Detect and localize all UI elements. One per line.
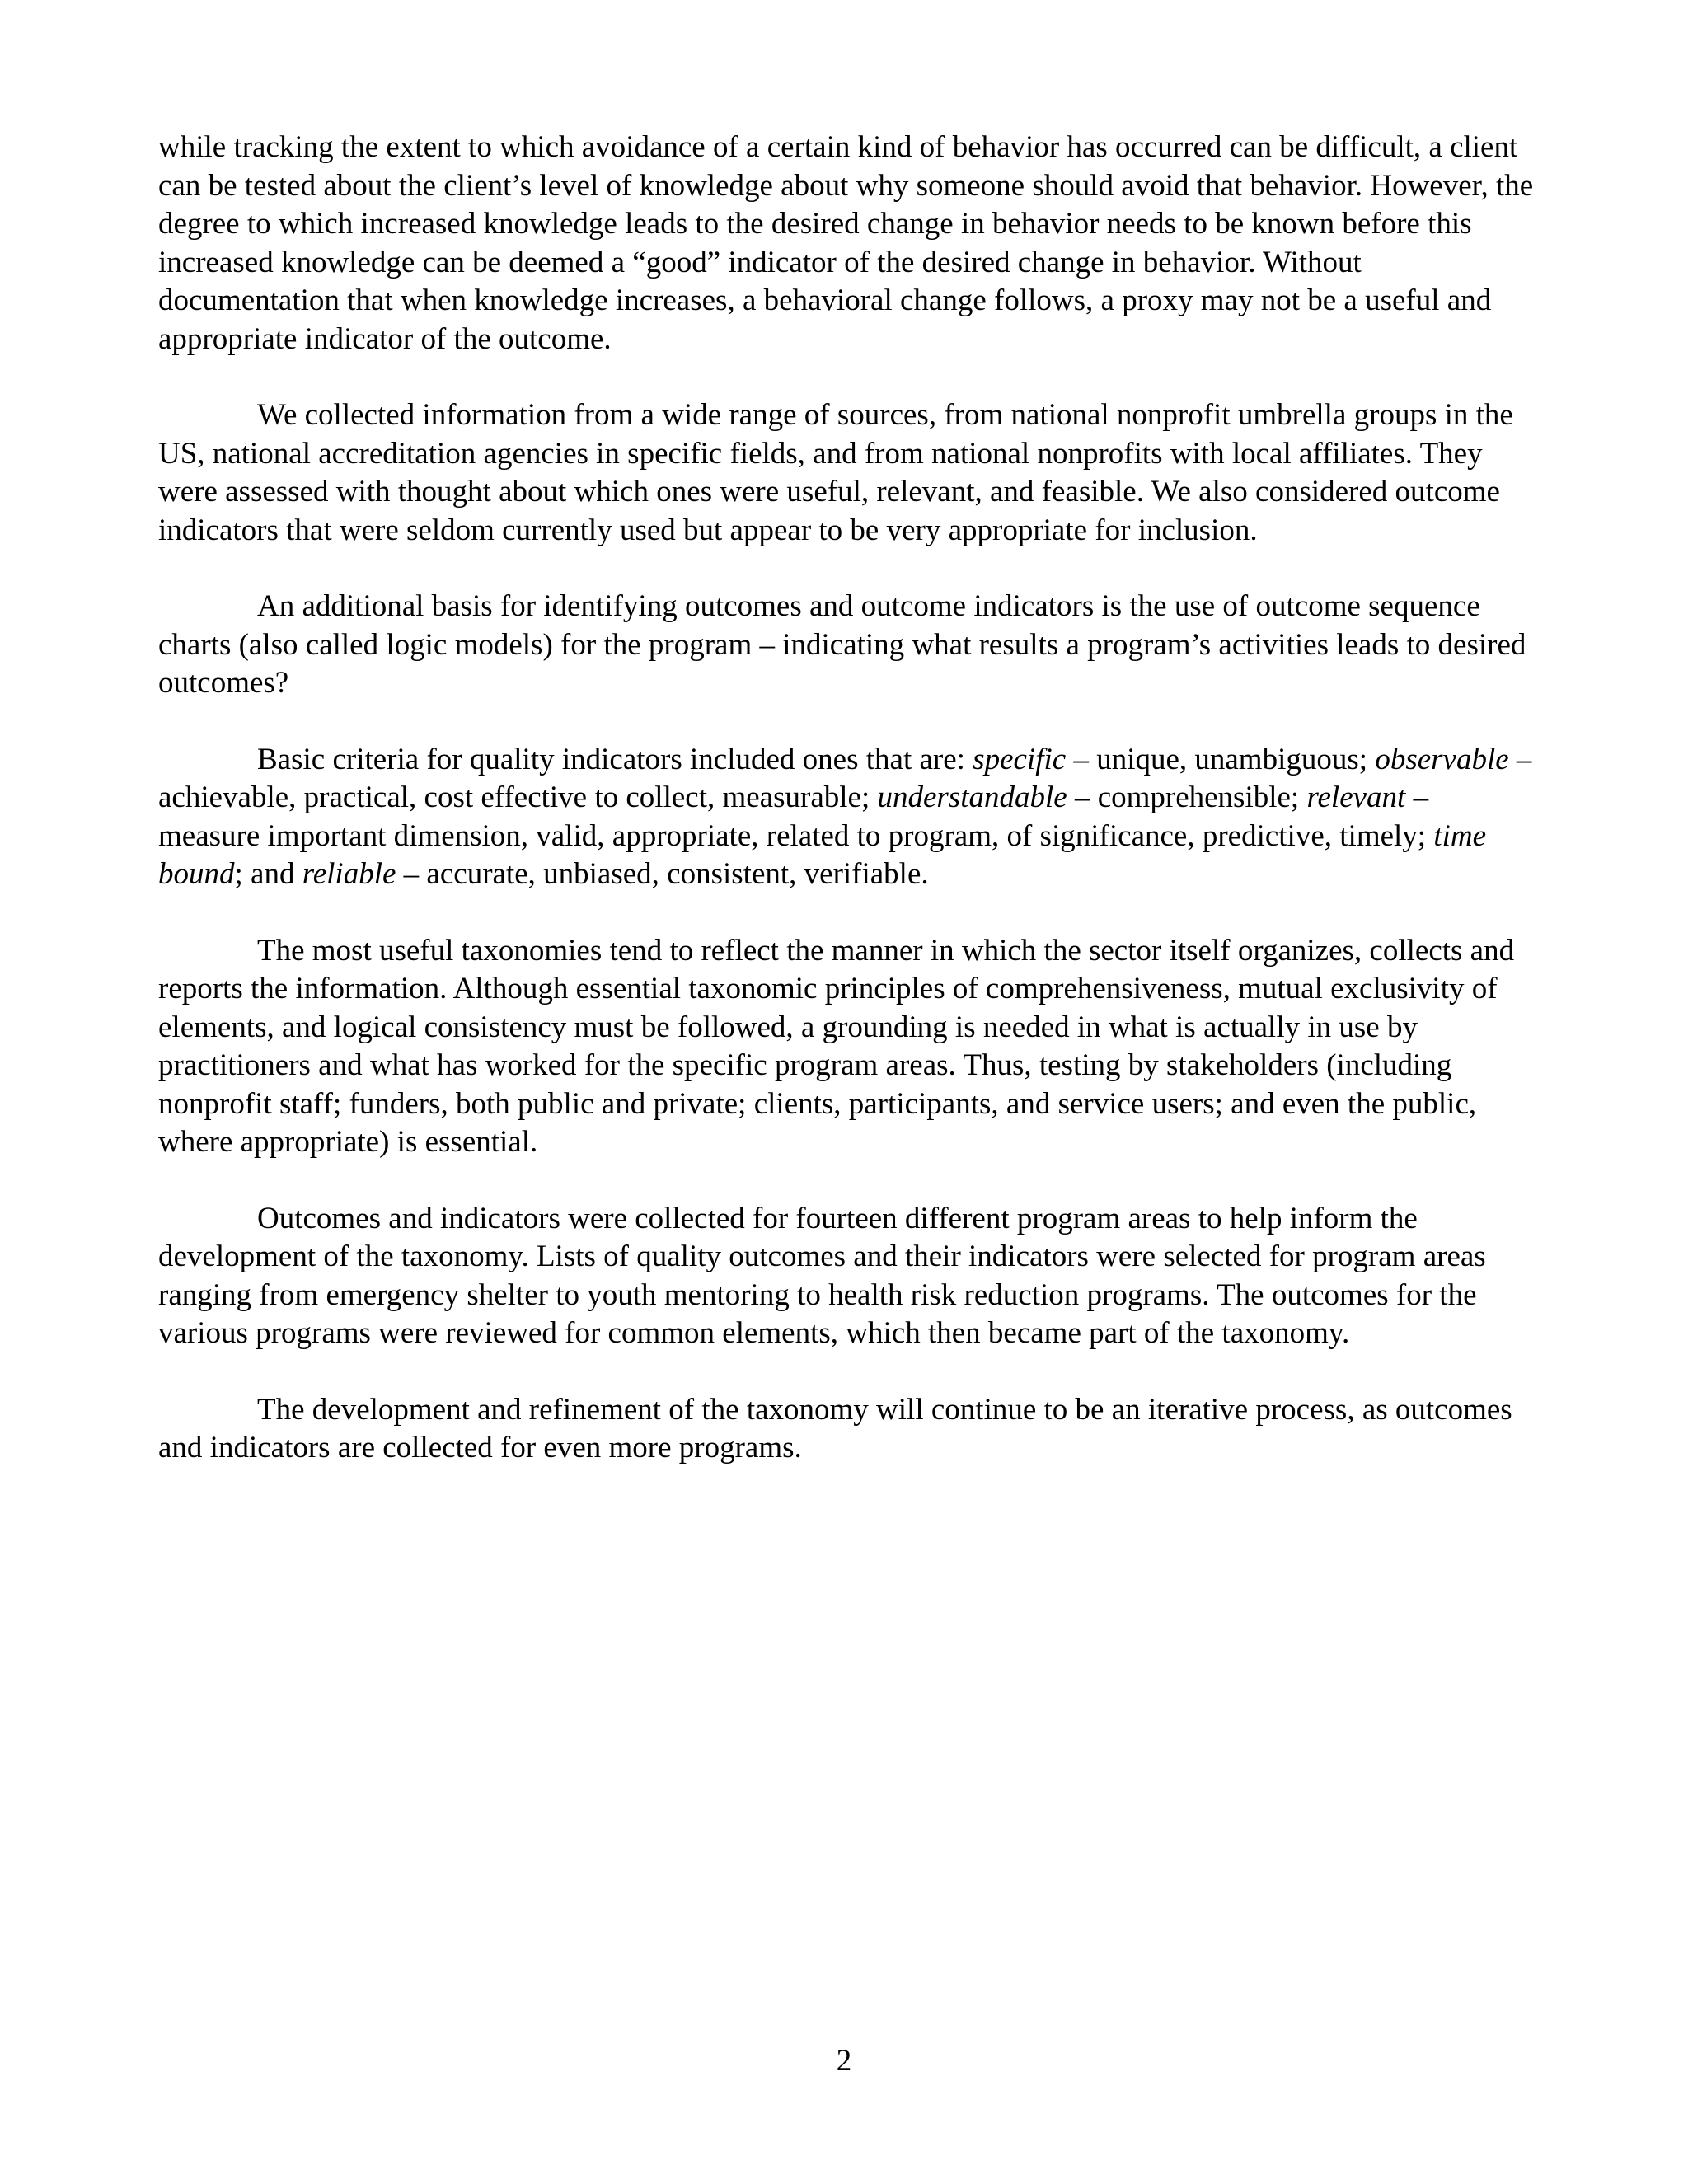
criteria-desc-observable: – achievable, practical, cost effective to collect, measurable;: [158, 742, 1532, 814]
criteria-desc-relevant: – measure important dimension, valid, appropriate, related to program, of significance, predictive, timely;: [158, 780, 1434, 853]
paragraph-program-areas: Outcomes and indicators were collected for fourteen different program areas to help inform the development of the taxonomy. Lists of quality outcomes and their indicators were selected for program areas ranging from emergency shelter to youth mentoring to health risk reduction programs. The outcomes for the various programs were reviewed for common elements, which then became part of the taxonomy.: [158, 1201, 1486, 1350]
paragraph-proxy-indicators: while tracking the extent to which avoidance of a certain kind of behavior has occurred can be difficult, a client can be tested about the client’s level of knowledge about why someone should avoid that behavior. However, the degree to which increased knowledge leads to the desired change in behavior needs to be known before this increased knowledge can be deemed a “good” indicator of the desired change in behavior. Without documentation that when knowledge increases, a behavioral change follows, a proxy may not be a useful and appropriate indicator of the outcome.: [158, 130, 1534, 356]
paragraph-taxonomies: The most useful taxonomies tend to reflect the manner in which the sector itself organizes, collects and reports the information. Although essential taxonomic principles of comprehensiveness, mutual exclusivity of elements, and logical consistency must be followed, a grounding is needed in what is actually in use by practitioners and what has worked for the specific program areas. Thus, testing by stakeholders (including nonprofit staff; funders, both public and private; clients, participants, and service users; and even the public, where appropriate) is essential.: [158, 933, 1515, 1159]
criteria-term-specific: specific: [973, 742, 1067, 776]
criteria-desc-time-bound: ; and: [234, 857, 302, 891]
criteria-desc-specific: – unique, unambiguous;: [1066, 742, 1376, 776]
criteria-desc-reliable: – accurate, unbiased, consistent, verifiable.: [396, 857, 929, 891]
body-text: [158, 129, 1536, 1506]
criteria-desc-understandable: – comprehensible;: [1067, 780, 1307, 814]
criteria-term-reliable: reliable: [302, 857, 396, 891]
page-number: 2: [836, 2044, 852, 2078]
paragraph-iterative-process: The development and refinement of the taxonomy will continue to be an iterative process, as outcomes and indicators are collected for even more programs.: [158, 1392, 1512, 1465]
criteria-term-understandable: understandable: [877, 780, 1067, 814]
criteria-term-time-bound: time bound: [158, 818, 1487, 891]
paragraph-information-sources: We collected information from a wide range of sources, from national nonprofit umbrella groups in the US, national accreditation agencies in specific fields, and from national nonprofits with local affiliates. They were assessed with thought about which ones were useful, relevant, and feasible. We also considered outcome indicators that were seldom currently used but appear to be very appropriate for inclusion.: [158, 398, 1513, 547]
criteria-term-relevant: relevant: [1306, 780, 1406, 814]
criteria-lead: Basic criteria for quality indicators included ones that are:: [257, 742, 973, 776]
paragraph-quality-criteria: [158, 741, 1536, 894]
criteria-term-observable: observable: [1375, 742, 1509, 776]
paragraph-logic-models: An additional basis for identifying outcomes and outcome indicators is the use of outcome sequence charts (also called logic models) for the program – indicating what results a program’s activities leads to desired outcomes?: [158, 589, 1526, 700]
